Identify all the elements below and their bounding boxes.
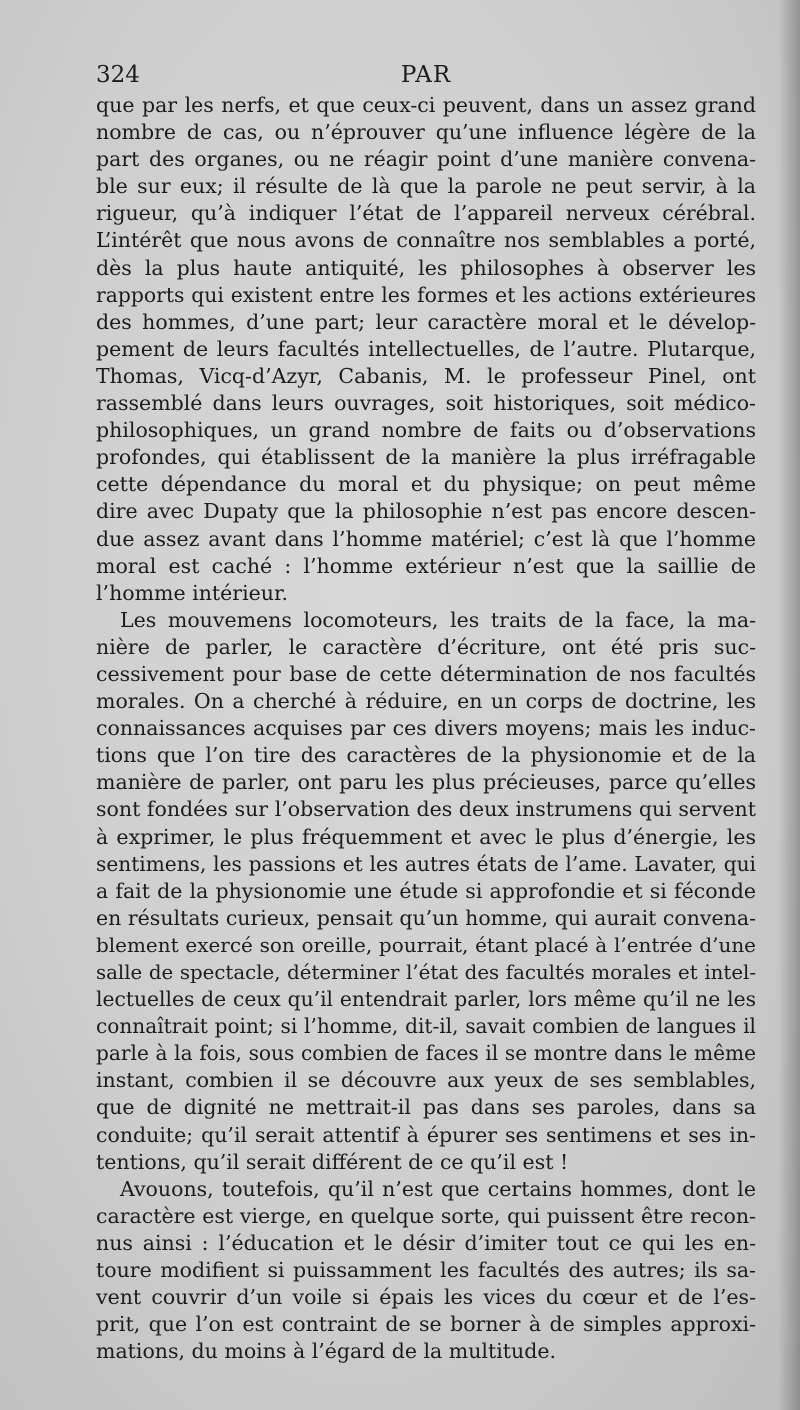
text-line: caractère est vierge, en quelque sorte, qui puissent être recon-	[96, 1203, 756, 1228]
text-line: moral est caché : l’homme extérieur n’est que la saillie de	[96, 553, 756, 578]
text-line: des hommes, d’une part; leur caractère moral et le dévelop-	[96, 309, 756, 334]
text-line: a fait de la physionomie une étude si approfondie et si féconde	[96, 878, 756, 903]
text-line: parle à la fois, sous combien de faces il se montre dans le même	[96, 1041, 756, 1066]
text-line: dès la plus haute antiquité, les philosophes à observer les	[96, 255, 756, 280]
running-head: PAR	[400, 62, 452, 88]
text-line: lectuelles de ceux qu’il entendrait parler, lors même qu’il ne les	[96, 987, 756, 1012]
text-line: que de dignité ne mettrait-il pas dans ses paroles, dans sa	[96, 1095, 756, 1120]
text-line: Avouons, toutefois, qu’il n’est que certains hommes, dont le	[120, 1176, 756, 1201]
text-line: tentions, qu’il serait différent de ce qu’il est !	[96, 1149, 569, 1174]
text-line: nière de parler, le caractère d’écriture, ont été pris suc-	[96, 634, 756, 659]
page-number: 324	[96, 62, 140, 88]
text-line: connaîtrait point; si l’homme, dit-il, savait combien de langues il	[96, 1014, 756, 1039]
text-line: manière de parler, ont paru les plus précieuses, parce qu’elles	[96, 770, 756, 795]
page-header	[96, 62, 756, 92]
page-edge-shadow	[778, 0, 800, 1410]
text-line: connaissances acquises par ces divers moyens; mais les induc-	[96, 716, 756, 741]
text-line: à exprimer, le plus fréquemment et avec le plus d’énergie, les	[96, 824, 756, 849]
text-line: nombre de cas, ou n’éprouver qu’une influence légère de la	[96, 120, 756, 145]
text-line: sont fondées sur l’observation des deux instrumens qui servent	[96, 797, 756, 822]
text-line: ble sur eux; il résulte de là que la parole ne peut servir, à la	[96, 174, 756, 199]
text-line: rassemblé dans leurs ouvrages, soit historiques, soit médico-	[96, 391, 756, 416]
text-line: cessivement pour base de cette détermination de nos facultés	[96, 661, 756, 686]
text-line: dire avec Dupaty que la philosophie n’est pas encore descen-	[96, 499, 756, 524]
text-line: toure modifient si puissamment les facultés des autres; ils sa-	[96, 1258, 756, 1283]
text-line: nus ainsi : l’éducation et le désir d’imiter tout ce qui les en-	[96, 1230, 756, 1255]
text-line: rapports qui existent entre les formes et les actions extérieures	[96, 282, 756, 307]
text-line: en résultats curieux, pensait qu’un homme, qui aurait convena-	[96, 905, 756, 930]
text-line: tions que l’on tire des caractères de la physionomie et de la	[96, 743, 756, 768]
text-line: rigueur, qu’à indiquer l’état de l’appareil nerveux cérébral.	[96, 201, 756, 226]
text-line: blement exercé son oreille, pourrait, étant placé à l’entrée d’une	[96, 932, 756, 957]
paragraph	[96, 92, 756, 607]
paragraph	[96, 1176, 756, 1366]
text-line: cette dépendance du moral et du physique; on peut même	[96, 472, 756, 497]
text-line: salle de spectacle, déterminer l’état des facultés morales et intel-	[96, 961, 756, 984]
text-line: instant, combien il se découvre aux yeux de ses semblables,	[96, 1068, 756, 1093]
text-line: L’intérêt que nous avons de connaître nos semblables a porté,	[96, 228, 756, 253]
text-line: Les mouvemens locomoteurs, les traits de la face, la ma-	[120, 607, 756, 632]
text-line: Thomas, Vicq-d’Azyr, Cabanis, M. le professeur Pinel, ont	[96, 363, 756, 388]
text-line: due assez avant dans l’homme matériel; c’est là que l’homme	[96, 526, 756, 551]
text-line: mations, du moins à l’égard de la multitude.	[96, 1339, 556, 1364]
text-line: philosophiques, un grand nombre de faits ou d’observations	[96, 418, 756, 443]
text-line: sentimens, les passions et les autres états de l’ame. Lavater, qui	[96, 851, 756, 876]
body-text	[96, 92, 756, 1365]
text-line: vent couvrir d’un voile si épais les vices du cœur et de l’es-	[96, 1285, 756, 1310]
text-line: l’homme intérieur.	[96, 580, 289, 605]
text-line: part des organes, ou ne réagir point d’une manière convena-	[96, 147, 756, 172]
paragraph	[96, 607, 756, 1176]
text-line: prit, que l’on est contraint de se borner à de simples approxi-	[96, 1312, 756, 1337]
text-line: conduite; qu’il serait attentif à épurer ses sentimens et ses in-	[96, 1122, 756, 1147]
text-line: que par les nerfs, et que ceux-ci peuvent, dans un assez grand	[96, 93, 756, 117]
text-line: profondes, qui établissent de la manière la plus irréfragable	[96, 445, 756, 470]
text-line: pement de leurs facultés intellectuelles, de l’autre. Plutarque,	[96, 336, 756, 361]
text-line: morales. On a cherché à réduire, en un corps de doctrine, les	[96, 689, 756, 714]
